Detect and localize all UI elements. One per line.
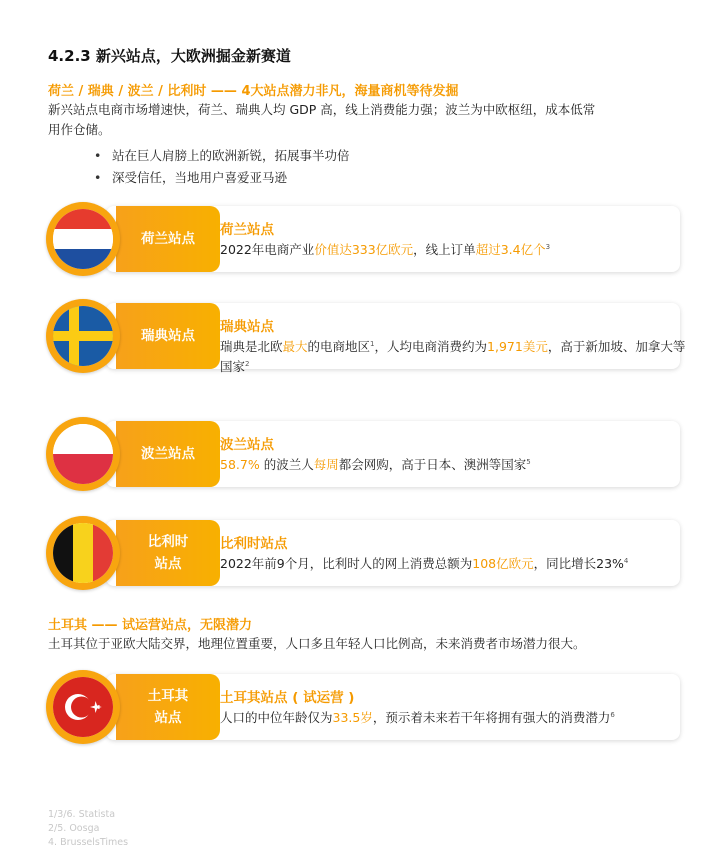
card-title: 土耳其站点 ( 试运营 ): [220, 690, 355, 706]
card-tab-belgium: 比利时 站点: [116, 520, 220, 586]
intro-line-2: 用作仓储。: [48, 122, 111, 137]
card-belgium: [46, 516, 682, 590]
poland-flag-icon: [53, 424, 113, 484]
belgium-flag-icon: [53, 523, 113, 583]
subheading-emerging-sites: 荷兰 / 瑞典 / 波兰 / 比利时 —— 4大站点潜力非凡，海量商机等待发掘: [48, 84, 459, 99]
card-netherlands: [46, 202, 682, 276]
netherlands-flag-icon: [53, 209, 113, 269]
intro-paragraph: [48, 100, 698, 140]
card-title: 比利时站点: [220, 536, 288, 552]
card-text: 人口的中位年龄仅为33.5岁，预示着未来若干年将拥有强大的消费潜力$^6$: [220, 710, 615, 725]
card-tab-turkey: 土耳其 站点: [116, 674, 220, 740]
card-sweden: [46, 299, 686, 374]
card-title: 瑞典站点: [220, 319, 274, 335]
bullet-item: • 深受信任，当地用户喜爱亚马逊: [94, 167, 350, 189]
card-text: 2022年电商产业价值达333亿欧元，线上订单超过3.4亿个$^3$: [220, 242, 551, 257]
subheading-turkey: 土耳其 —— 试运营站点，无限潜力: [48, 618, 253, 633]
card-title: 波兰站点: [220, 437, 274, 453]
turkey-intro: 土耳其位于亚欧大陆交界，地理位置重要，人口多且年轻人口比例高，未来消费者市场潜力很大。: [48, 636, 586, 651]
footnote: 1/3/6. Statista: [48, 809, 116, 820]
sweden-flag-icon: [53, 306, 113, 366]
card-tab-netherlands: 荷兰站点: [116, 206, 220, 272]
card-tab-poland: 波兰站点: [116, 421, 220, 487]
card-text: 2022年前9个月，比利时人的网上消费总额为108亿欧元，同比增长23%$^4$: [220, 556, 629, 571]
card-title: 荷兰站点: [220, 222, 274, 238]
card-text: 瑞典是北欧最大的电商地区$^1$，人均电商消费约为1,971美元，高于新加坡、加拿大等国家$^2$: [220, 339, 686, 374]
turkey-flag-icon: [53, 677, 113, 737]
card-turkey: [46, 670, 682, 744]
card-tab-sweden: 瑞典站点: [116, 303, 220, 369]
bullet-list: [94, 145, 350, 189]
section-title: 4.2.3 新兴站点，大欧洲掘金新赛道: [48, 47, 291, 65]
footnote: 2/5. Oosga: [48, 823, 100, 834]
footnotes: [48, 808, 128, 850]
footnote: 4. BrusselsTimes: [48, 837, 129, 848]
bullet-item: • 站在巨人肩膀上的欧洲新锐，拓展事半功倍: [94, 145, 350, 167]
intro-line-1: 新兴站点电商市场增速快，荷兰、瑞典人均 GDP 高，线上消费能力强；波兰为中欧枢纽，成本低常: [48, 102, 596, 117]
card-poland: [46, 417, 682, 491]
card-text: 58.7% 的波兰人每周都会网购，高于日本、澳洲等国家$^5$: [220, 457, 531, 472]
